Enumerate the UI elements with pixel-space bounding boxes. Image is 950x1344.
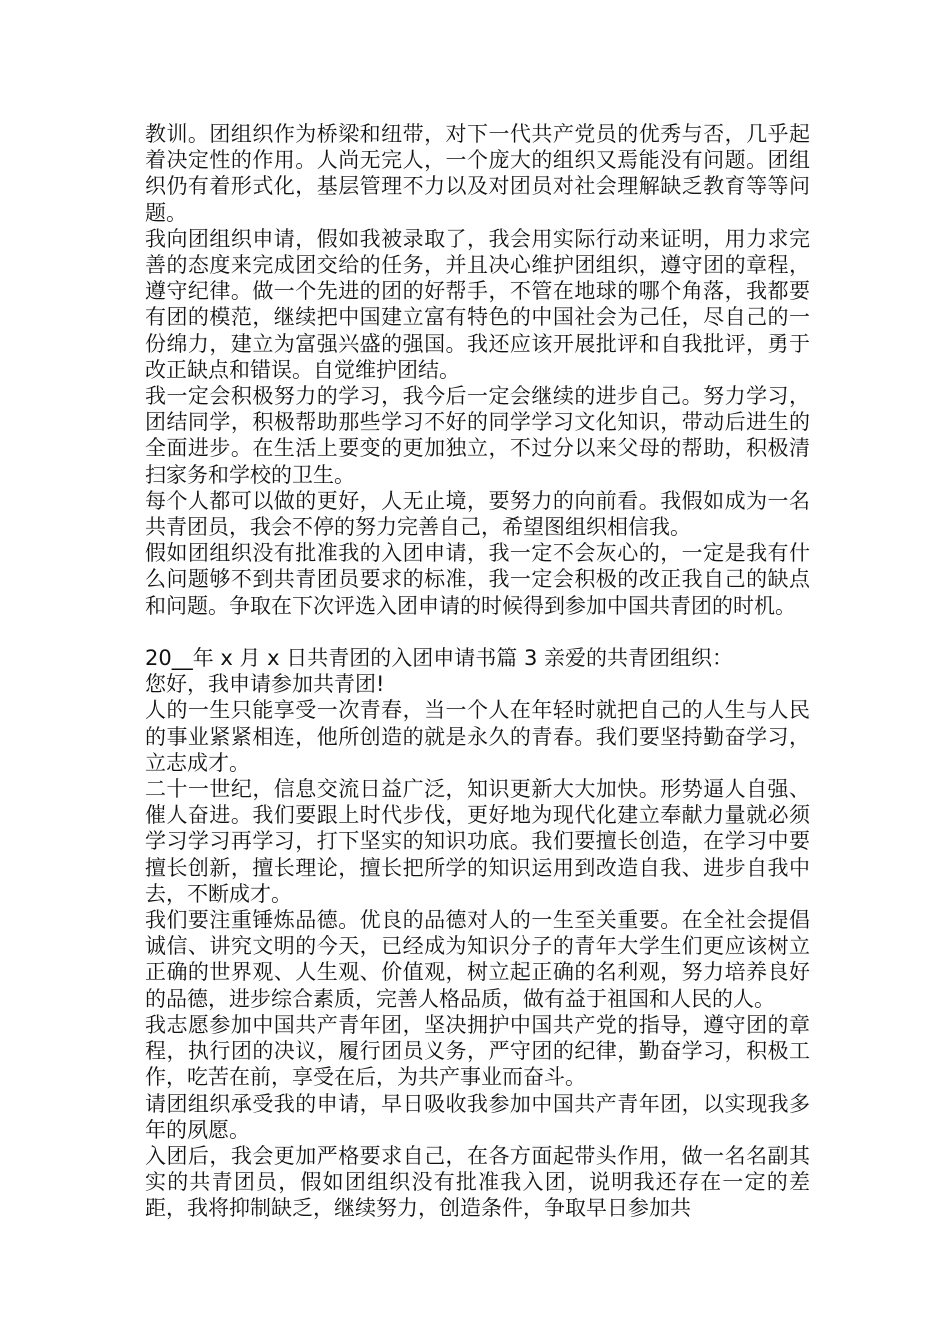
paragraph-commitment: 我向团组织申请，假如我被录取了，我会用实际行动来证明，用力求完善的态度来完成团交给的任务，并且决心维护团组织，遵守团的章程，遵守纪律。做一个先进的团的好帮手，不管在地球的哪个角落，我都要有团的模范，继续把中国建立富有特色的中国社会为己任，尽自己的一份绵力，建立为富强兴盛的强国。我还应该开展批评和自我批评，勇于改正缺点和错误。自觉维护团结。: [145, 226, 810, 382]
paragraph-after-joining: 入团后，我会更加严格要求自己，在各方面起带头作用，做一名名副其实的共青团员，假如团组织没有批准我入团，说明我还存在一定的差距，我将抑制缺乏，继续努力，创造条件，争取早日参加共: [145, 1143, 810, 1221]
paragraph-salutation: 您好，我申请参加共青团!: [145, 672, 385, 697]
paragraph-study: 我一定会积极努力的学习，我今后一定会继续的进步自己。努力学习，团结同学，积极帮助那些学习不好的同学学习文化知识，带动后进生的全面进步。在生活上要变的更加独立，不过分以来父母的帮助，积极清扫家务和学校的卫生。: [145, 384, 810, 487]
paragraph-if-rejected: 假如团组织没有批准我的入团申请，我一定不会灰心的，一定是我有什么问题够不到共青团员要求的标准，我一定会积极的改正我自己的缺点和问题。争取在下次评选入团申请的时候得到参加中国共青团的时机。: [145, 541, 810, 618]
blank-line: [145, 619, 810, 645]
paragraph-request: 请团组织承受我的申请，早日吸收我参加中国共产青年团，以实现我多年的夙愿。: [145, 1091, 810, 1142]
section-heading-date-greeting: 20__年 x 月 x 日共青团的入团申请书篇 3 亲爱的共青团组织：: [145, 646, 733, 671]
paragraph-21st-century: 二十一世纪，信息交流日益广泛，知识更新大大加快。形势逼人自强、催人奋进。我们要跟上时代步伐，更好地为现代化建立奉献力量就必须学习学习再学习，打下坚实的知识功底。我们要擅长创造，在学习中要擅长创新，擅长理论，擅长把所学的知识运用到改造自我、进步自我中去，不断成才。: [145, 777, 810, 906]
paragraph-youth: 人的一生只能享受一次青春，当一个人在年轻时就把自己的人生与人民的事业紧紧相连，他所创造的就是永久的青春。我们要坚持勤奋学习，立志成才。: [145, 698, 810, 775]
paragraph-lesson: 教训。团组织作为桥梁和纽带，对下一代共产党员的优秀与否，几乎起着决定性的作用。人尚无完人，一个庞大的组织又焉能没有问题。团组织仍有着形式化，基层管理不力以及对团员对社会理解缺乏教育等等问题。: [145, 122, 810, 225]
paragraph-improve: 每个人都可以做的更好，人无止境，要努力的向前看。我假如成为一名共青团员，我会不停的努力完善自己，希望图组织相信我。: [145, 488, 810, 540]
document-body: [145, 121, 810, 1222]
paragraph-volunteer: 我志愿参加中国共产青年团，坚决拥护中国共产党的指导，遵守团的章程，执行团的决议，履行团员义务，严守团的纪律，勤奋学习，积极工作，吃苦在前，享受在后，为共产事业而奋斗。: [145, 1012, 810, 1090]
paragraph-character: 我们要注重锤炼品德。优良的品德对人的一生至关重要。在全社会提倡诚信、讲究文明的今天，已经成为知识分子的青年大学生们更应该树立正确的世界观、人生观、价值观，树立起正确的名利观，努力培养良好的品德，进步综合素质，完善人格品质，做有益于祖国和人民的人。: [145, 908, 810, 1011]
